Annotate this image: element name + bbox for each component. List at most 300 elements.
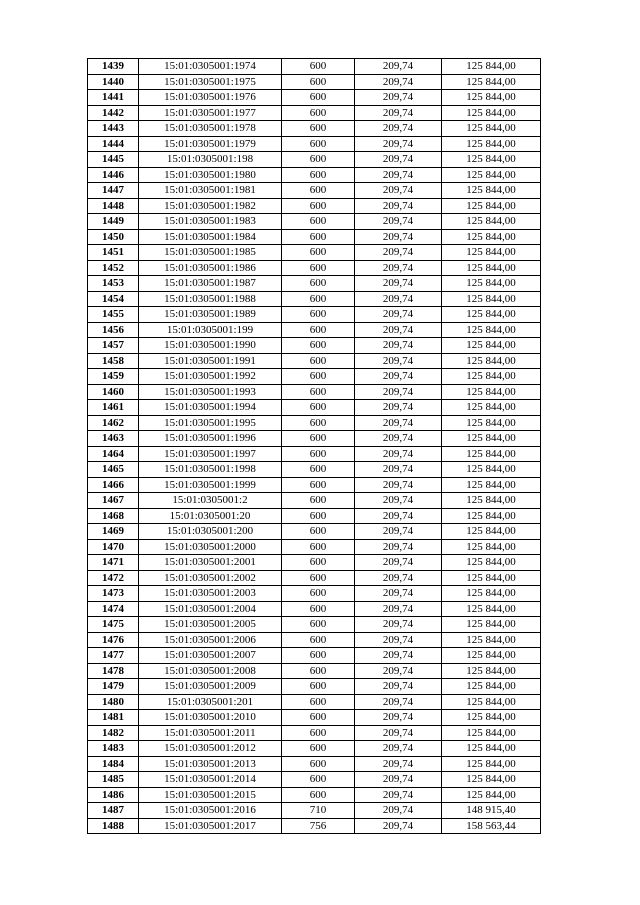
- row-number-cell: 1439: [88, 59, 139, 75]
- area-cell: 600: [282, 384, 355, 400]
- total-value-cell: 125 844,00: [442, 586, 541, 602]
- unit-price-cell: 209,74: [355, 601, 442, 617]
- total-value-cell: 125 844,00: [442, 477, 541, 493]
- table-row: [88, 136, 541, 152]
- table-row: [88, 648, 541, 664]
- area-cell: 600: [282, 570, 355, 586]
- row-number-cell: 1476: [88, 632, 139, 648]
- cadastral-number-cell: 15:01:0305001:1986: [139, 260, 282, 276]
- unit-price-cell: 209,74: [355, 462, 442, 478]
- unit-price-cell: 209,74: [355, 384, 442, 400]
- total-value-cell: 125 844,00: [442, 431, 541, 447]
- total-value-cell: 125 844,00: [442, 74, 541, 90]
- table-row: [88, 353, 541, 369]
- total-value-cell: 125 844,00: [442, 617, 541, 633]
- area-cell: 600: [282, 307, 355, 323]
- table-row: [88, 570, 541, 586]
- total-value-cell: 125 844,00: [442, 415, 541, 431]
- cadastral-number-cell: 15:01:0305001:1977: [139, 105, 282, 121]
- unit-price-cell: 209,74: [355, 787, 442, 803]
- table-body: [88, 59, 541, 834]
- table-row: [88, 229, 541, 245]
- area-cell: 600: [282, 679, 355, 695]
- cadastral-number-cell: 15:01:0305001:2015: [139, 787, 282, 803]
- row-number-cell: 1451: [88, 245, 139, 261]
- total-value-cell: 125 844,00: [442, 353, 541, 369]
- total-value-cell: 125 844,00: [442, 276, 541, 292]
- unit-price-cell: 209,74: [355, 74, 442, 90]
- row-number-cell: 1447: [88, 183, 139, 199]
- area-cell: 600: [282, 260, 355, 276]
- total-value-cell: 125 844,00: [442, 245, 541, 261]
- table-row: [88, 198, 541, 214]
- area-cell: 600: [282, 276, 355, 292]
- table-row: [88, 59, 541, 75]
- table-row: [88, 632, 541, 648]
- area-cell: 600: [282, 167, 355, 183]
- area-cell: 600: [282, 90, 355, 106]
- row-number-cell: 1465: [88, 462, 139, 478]
- unit-price-cell: 209,74: [355, 679, 442, 695]
- area-cell: 600: [282, 787, 355, 803]
- unit-price-cell: 209,74: [355, 353, 442, 369]
- total-value-cell: 125 844,00: [442, 90, 541, 106]
- table-row: [88, 276, 541, 292]
- area-cell: 756: [282, 818, 355, 834]
- cadastral-number-cell: 15:01:0305001:2006: [139, 632, 282, 648]
- cadastral-number-cell: 15:01:0305001:2004: [139, 601, 282, 617]
- cadastral-number-cell: 15:01:0305001:1978: [139, 121, 282, 137]
- row-number-cell: 1469: [88, 524, 139, 540]
- cadastral-number-cell: 15:01:0305001:1976: [139, 90, 282, 106]
- cadastral-number-cell: 15:01:0305001:2002: [139, 570, 282, 586]
- row-number-cell: 1448: [88, 198, 139, 214]
- total-value-cell: 125 844,00: [442, 679, 541, 695]
- table-row: [88, 694, 541, 710]
- total-value-cell: 125 844,00: [442, 539, 541, 555]
- total-value-cell: 125 844,00: [442, 167, 541, 183]
- table-row: [88, 493, 541, 509]
- cadastral-number-cell: 15:01:0305001:1991: [139, 353, 282, 369]
- total-value-cell: 125 844,00: [442, 787, 541, 803]
- area-cell: 600: [282, 431, 355, 447]
- unit-price-cell: 209,74: [355, 803, 442, 819]
- table-row: [88, 74, 541, 90]
- unit-price-cell: 209,74: [355, 291, 442, 307]
- unit-price-cell: 209,74: [355, 400, 442, 416]
- table-row: [88, 338, 541, 354]
- cadastral-number-cell: 15:01:0305001:2012: [139, 741, 282, 757]
- cadastral-number-cell: 15:01:0305001:1994: [139, 400, 282, 416]
- area-cell: 600: [282, 524, 355, 540]
- area-cell: 600: [282, 741, 355, 757]
- row-number-cell: 1478: [88, 663, 139, 679]
- cadastral-number-cell: 15:01:0305001:1999: [139, 477, 282, 493]
- table-row: [88, 663, 541, 679]
- area-cell: 600: [282, 601, 355, 617]
- row-number-cell: 1472: [88, 570, 139, 586]
- unit-price-cell: 209,74: [355, 214, 442, 230]
- area-cell: 600: [282, 756, 355, 772]
- total-value-cell: 125 844,00: [442, 648, 541, 664]
- unit-price-cell: 209,74: [355, 183, 442, 199]
- cadastral-number-cell: 15:01:0305001:2000: [139, 539, 282, 555]
- table-row: [88, 415, 541, 431]
- area-cell: 600: [282, 586, 355, 602]
- row-number-cell: 1441: [88, 90, 139, 106]
- cadastral-number-cell: 15:01:0305001:2011: [139, 725, 282, 741]
- unit-price-cell: 209,74: [355, 477, 442, 493]
- unit-price-cell: 209,74: [355, 586, 442, 602]
- area-cell: 600: [282, 648, 355, 664]
- area-cell: 600: [282, 152, 355, 168]
- unit-price-cell: 209,74: [355, 756, 442, 772]
- total-value-cell: 125 844,00: [442, 508, 541, 524]
- area-cell: 600: [282, 59, 355, 75]
- area-cell: 600: [282, 539, 355, 555]
- table-row: [88, 384, 541, 400]
- total-value-cell: 125 844,00: [442, 632, 541, 648]
- total-value-cell: 125 844,00: [442, 555, 541, 571]
- unit-price-cell: 209,74: [355, 725, 442, 741]
- table-row: [88, 245, 541, 261]
- total-value-cell: 125 844,00: [442, 570, 541, 586]
- cadastral-number-cell: 15:01:0305001:1992: [139, 369, 282, 385]
- table-row: [88, 787, 541, 803]
- row-number-cell: 1464: [88, 446, 139, 462]
- cadastral-number-cell: 15:01:0305001:1990: [139, 338, 282, 354]
- table-row: [88, 679, 541, 695]
- unit-price-cell: 209,74: [355, 59, 442, 75]
- cadastral-number-cell: 15:01:0305001:2017: [139, 818, 282, 834]
- total-value-cell: 125 844,00: [442, 524, 541, 540]
- table-row: [88, 710, 541, 726]
- row-number-cell: 1442: [88, 105, 139, 121]
- row-number-cell: 1479: [88, 679, 139, 695]
- cadastral-number-cell: 15:01:0305001:1982: [139, 198, 282, 214]
- cadastral-number-cell: 15:01:0305001:2: [139, 493, 282, 509]
- row-number-cell: 1466: [88, 477, 139, 493]
- row-number-cell: 1461: [88, 400, 139, 416]
- cadastral-number-cell: 15:01:0305001:1980: [139, 167, 282, 183]
- total-value-cell: 158 563,44: [442, 818, 541, 834]
- unit-price-cell: 209,74: [355, 446, 442, 462]
- unit-price-cell: 209,74: [355, 710, 442, 726]
- row-number-cell: 1454: [88, 291, 139, 307]
- total-value-cell: 125 844,00: [442, 400, 541, 416]
- area-cell: 600: [282, 214, 355, 230]
- area-cell: 600: [282, 245, 355, 261]
- area-cell: 600: [282, 477, 355, 493]
- cadastral-number-cell: 15:01:0305001:2005: [139, 617, 282, 633]
- area-cell: 600: [282, 632, 355, 648]
- table-row: [88, 105, 541, 121]
- unit-price-cell: 209,74: [355, 663, 442, 679]
- cadastral-number-cell: 15:01:0305001:2014: [139, 772, 282, 788]
- unit-price-cell: 209,74: [355, 369, 442, 385]
- row-number-cell: 1457: [88, 338, 139, 354]
- area-cell: 600: [282, 555, 355, 571]
- row-number-cell: 1449: [88, 214, 139, 230]
- row-number-cell: 1483: [88, 741, 139, 757]
- table-row: [88, 400, 541, 416]
- cadastral-number-cell: 15:01:0305001:1995: [139, 415, 282, 431]
- row-number-cell: 1482: [88, 725, 139, 741]
- row-number-cell: 1487: [88, 803, 139, 819]
- unit-price-cell: 209,74: [355, 307, 442, 323]
- unit-price-cell: 209,74: [355, 555, 442, 571]
- row-number-cell: 1467: [88, 493, 139, 509]
- cadastral-number-cell: 15:01:0305001:20: [139, 508, 282, 524]
- total-value-cell: 125 844,00: [442, 725, 541, 741]
- unit-price-cell: 209,74: [355, 90, 442, 106]
- total-value-cell: 125 844,00: [442, 493, 541, 509]
- area-cell: 600: [282, 291, 355, 307]
- row-number-cell: 1450: [88, 229, 139, 245]
- cadastral-number-cell: 15:01:0305001:1974: [139, 59, 282, 75]
- total-value-cell: 125 844,00: [442, 291, 541, 307]
- total-value-cell: 125 844,00: [442, 710, 541, 726]
- table-row: [88, 369, 541, 385]
- row-number-cell: 1484: [88, 756, 139, 772]
- unit-price-cell: 209,74: [355, 260, 442, 276]
- unit-price-cell: 209,74: [355, 121, 442, 137]
- area-cell: 600: [282, 322, 355, 338]
- cadastral-number-cell: 15:01:0305001:200: [139, 524, 282, 540]
- unit-price-cell: 209,74: [355, 648, 442, 664]
- cadastral-number-cell: 15:01:0305001:1975: [139, 74, 282, 90]
- area-cell: 600: [282, 74, 355, 90]
- table-row: [88, 322, 541, 338]
- table-row: [88, 601, 541, 617]
- total-value-cell: 125 844,00: [442, 756, 541, 772]
- total-value-cell: 125 844,00: [442, 741, 541, 757]
- table-row: [88, 446, 541, 462]
- area-cell: 600: [282, 415, 355, 431]
- row-number-cell: 1458: [88, 353, 139, 369]
- row-number-cell: 1443: [88, 121, 139, 137]
- cadastral-number-cell: 15:01:0305001:199: [139, 322, 282, 338]
- total-value-cell: 125 844,00: [442, 214, 541, 230]
- cadastral-number-cell: 15:01:0305001:201: [139, 694, 282, 710]
- cadastral-number-cell: 15:01:0305001:1989: [139, 307, 282, 323]
- table-row: [88, 725, 541, 741]
- table-row: [88, 307, 541, 323]
- total-value-cell: 125 844,00: [442, 369, 541, 385]
- area-cell: 600: [282, 229, 355, 245]
- row-number-cell: 1486: [88, 787, 139, 803]
- table-row: [88, 555, 541, 571]
- area-cell: 600: [282, 772, 355, 788]
- cadastral-number-cell: 15:01:0305001:2010: [139, 710, 282, 726]
- area-cell: 600: [282, 400, 355, 416]
- row-number-cell: 1455: [88, 307, 139, 323]
- cadastral-number-cell: 15:01:0305001:1988: [139, 291, 282, 307]
- unit-price-cell: 209,74: [355, 276, 442, 292]
- table-row: [88, 756, 541, 772]
- unit-price-cell: 209,74: [355, 741, 442, 757]
- area-cell: 600: [282, 710, 355, 726]
- area-cell: 710: [282, 803, 355, 819]
- row-number-cell: 1446: [88, 167, 139, 183]
- unit-price-cell: 209,74: [355, 229, 442, 245]
- table-row: [88, 90, 541, 106]
- cadastral-number-cell: 15:01:0305001:1998: [139, 462, 282, 478]
- area-cell: 600: [282, 369, 355, 385]
- table-row: [88, 803, 541, 819]
- area-cell: 600: [282, 446, 355, 462]
- total-value-cell: 125 844,00: [442, 136, 541, 152]
- row-number-cell: 1459: [88, 369, 139, 385]
- unit-price-cell: 209,74: [355, 694, 442, 710]
- total-value-cell: 125 844,00: [442, 322, 541, 338]
- cadastral-table: [87, 58, 541, 834]
- row-number-cell: 1462: [88, 415, 139, 431]
- total-value-cell: 125 844,00: [442, 663, 541, 679]
- total-value-cell: 125 844,00: [442, 601, 541, 617]
- row-number-cell: 1475: [88, 617, 139, 633]
- unit-price-cell: 209,74: [355, 524, 442, 540]
- table-row: [88, 183, 541, 199]
- total-value-cell: 125 844,00: [442, 59, 541, 75]
- table-row: [88, 508, 541, 524]
- unit-price-cell: 209,74: [355, 632, 442, 648]
- table-row: [88, 539, 541, 555]
- unit-price-cell: 209,74: [355, 105, 442, 121]
- unit-price-cell: 209,74: [355, 493, 442, 509]
- area-cell: 600: [282, 105, 355, 121]
- total-value-cell: 125 844,00: [442, 446, 541, 462]
- total-value-cell: 125 844,00: [442, 462, 541, 478]
- table-row: [88, 741, 541, 757]
- total-value-cell: 125 844,00: [442, 772, 541, 788]
- row-number-cell: 1473: [88, 586, 139, 602]
- table-row: [88, 524, 541, 540]
- unit-price-cell: 209,74: [355, 338, 442, 354]
- row-number-cell: 1456: [88, 322, 139, 338]
- total-value-cell: 125 844,00: [442, 229, 541, 245]
- unit-price-cell: 209,74: [355, 167, 442, 183]
- total-value-cell: 148 915,40: [442, 803, 541, 819]
- total-value-cell: 125 844,00: [442, 121, 541, 137]
- table-row: [88, 462, 541, 478]
- row-number-cell: 1445: [88, 152, 139, 168]
- table-row: [88, 167, 541, 183]
- total-value-cell: 125 844,00: [442, 105, 541, 121]
- row-number-cell: 1452: [88, 260, 139, 276]
- cadastral-number-cell: 15:01:0305001:1981: [139, 183, 282, 199]
- row-number-cell: 1460: [88, 384, 139, 400]
- row-number-cell: 1440: [88, 74, 139, 90]
- area-cell: 600: [282, 121, 355, 137]
- table-row: [88, 152, 541, 168]
- area-cell: 600: [282, 338, 355, 354]
- cadastral-number-cell: 15:01:0305001:1979: [139, 136, 282, 152]
- total-value-cell: 125 844,00: [442, 307, 541, 323]
- area-cell: 600: [282, 725, 355, 741]
- unit-price-cell: 209,74: [355, 539, 442, 555]
- cadastral-number-cell: 15:01:0305001:1985: [139, 245, 282, 261]
- unit-price-cell: 209,74: [355, 431, 442, 447]
- unit-price-cell: 209,74: [355, 772, 442, 788]
- table-row: [88, 260, 541, 276]
- total-value-cell: 125 844,00: [442, 152, 541, 168]
- area-cell: 600: [282, 198, 355, 214]
- row-number-cell: 1453: [88, 276, 139, 292]
- area-cell: 600: [282, 136, 355, 152]
- cadastral-number-cell: 15:01:0305001:1987: [139, 276, 282, 292]
- unit-price-cell: 209,74: [355, 152, 442, 168]
- row-number-cell: 1480: [88, 694, 139, 710]
- cadastral-number-cell: 15:01:0305001:1984: [139, 229, 282, 245]
- row-number-cell: 1468: [88, 508, 139, 524]
- cadastral-number-cell: 15:01:0305001:1983: [139, 214, 282, 230]
- cadastral-number-cell: 15:01:0305001:2008: [139, 663, 282, 679]
- cadastral-number-cell: 15:01:0305001:1996: [139, 431, 282, 447]
- table-row: [88, 617, 541, 633]
- cadastral-number-cell: 15:01:0305001:1997: [139, 446, 282, 462]
- cadastral-number-cell: 15:01:0305001:2007: [139, 648, 282, 664]
- cadastral-number-cell: 15:01:0305001:2016: [139, 803, 282, 819]
- row-number-cell: 1477: [88, 648, 139, 664]
- cadastral-number-cell: 15:01:0305001:1993: [139, 384, 282, 400]
- unit-price-cell: 209,74: [355, 508, 442, 524]
- unit-price-cell: 209,74: [355, 415, 442, 431]
- unit-price-cell: 209,74: [355, 322, 442, 338]
- row-number-cell: 1463: [88, 431, 139, 447]
- table-row: [88, 214, 541, 230]
- row-number-cell: 1488: [88, 818, 139, 834]
- unit-price-cell: 209,74: [355, 818, 442, 834]
- unit-price-cell: 209,74: [355, 198, 442, 214]
- area-cell: 600: [282, 462, 355, 478]
- table-row: [88, 431, 541, 447]
- table-row: [88, 818, 541, 834]
- table-row: [88, 586, 541, 602]
- area-cell: 600: [282, 694, 355, 710]
- total-value-cell: 125 844,00: [442, 694, 541, 710]
- area-cell: 600: [282, 508, 355, 524]
- total-value-cell: 125 844,00: [442, 384, 541, 400]
- area-cell: 600: [282, 353, 355, 369]
- cadastral-number-cell: 15:01:0305001:2003: [139, 586, 282, 602]
- total-value-cell: 125 844,00: [442, 183, 541, 199]
- cadastral-number-cell: 15:01:0305001:2009: [139, 679, 282, 695]
- table-row: [88, 121, 541, 137]
- unit-price-cell: 209,74: [355, 136, 442, 152]
- area-cell: 600: [282, 617, 355, 633]
- unit-price-cell: 209,74: [355, 570, 442, 586]
- row-number-cell: 1471: [88, 555, 139, 571]
- total-value-cell: 125 844,00: [442, 198, 541, 214]
- row-number-cell: 1474: [88, 601, 139, 617]
- unit-price-cell: 209,74: [355, 245, 442, 261]
- area-cell: 600: [282, 493, 355, 509]
- row-number-cell: 1470: [88, 539, 139, 555]
- row-number-cell: 1485: [88, 772, 139, 788]
- total-value-cell: 125 844,00: [442, 338, 541, 354]
- table-row: [88, 772, 541, 788]
- unit-price-cell: 209,74: [355, 617, 442, 633]
- cadastral-number-cell: 15:01:0305001:2001: [139, 555, 282, 571]
- table-row: [88, 291, 541, 307]
- table-row: [88, 477, 541, 493]
- row-number-cell: 1444: [88, 136, 139, 152]
- area-cell: 600: [282, 663, 355, 679]
- row-number-cell: 1481: [88, 710, 139, 726]
- cadastral-number-cell: 15:01:0305001:198: [139, 152, 282, 168]
- area-cell: 600: [282, 183, 355, 199]
